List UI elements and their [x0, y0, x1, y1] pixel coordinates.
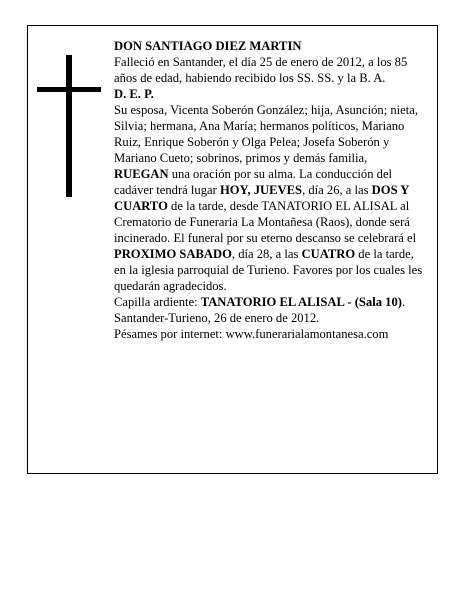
cross-horizontal-bar: [37, 87, 101, 92]
request-ruegan: RUEGAN: [114, 167, 169, 181]
place-and-date: Santander-Turieno, 26 de enero de 2012.: [114, 311, 320, 325]
request-proximo-sabado: PROXIMO SABADO: [114, 247, 232, 261]
request-dos-y-cuarto: DOS Y CUARTO: [114, 183, 409, 213]
request-hoy-jueves: HOY, JUEVES: [219, 183, 303, 197]
chapel-label: Capilla ardiente:: [114, 295, 201, 309]
cross-vertical-bar: [66, 55, 72, 197]
funeral-request: [114, 166, 428, 294]
condolences-line: Pésames por internet: www.funerarialamontanesa.com: [114, 327, 389, 341]
chapel-info: [114, 294, 428, 310]
obituary-text: [114, 38, 428, 342]
deceased-name: DON SANTIAGO DIEZ MARTIN: [114, 39, 302, 53]
request-text-5: de la tarde, en la iglesia parroquial de Turieno. Favores por los cuales les quedarán agradecidos.: [114, 247, 423, 293]
chapel-location: TANATORIO EL ALISAL - (Sala 10): [200, 295, 402, 309]
rip-abbreviation: D. E. P.: [114, 87, 154, 101]
cross-icon: [37, 55, 101, 197]
chapel-end: .: [401, 295, 406, 309]
request-text-1: una oración por su alma. La conducción del cadáver tendrá lugar: [114, 167, 393, 197]
request-text-3: de la tarde, desde TANATORIO EL ALISAL al Crematorio de Funeraria La Montañesa (Raos), donde será incinerado. El funeral por su eterno descanso se celebrará el: [114, 199, 417, 245]
family-list: Su esposa, Vicenta Soberón González; hija, Asunción; nieta, Silvia; hermana, Ana María; hermanos políticos, Mariano Ruiz, Enrique Soberón y Olga Pelea; Josefa Soberón y Mariano Cueto; sobrinos, primos y demás familia,: [114, 103, 418, 165]
death-announcement: Falleció en Santander, el día 25 de enero de 2012, a los 85 años de edad, habiendo recibido los SS. SS. y la B. A.: [114, 55, 408, 85]
request-text-4: , día 28, a las: [231, 247, 302, 261]
request-cuatro: CUATRO: [301, 247, 356, 261]
request-text-2: , día 26, a las: [302, 183, 372, 197]
